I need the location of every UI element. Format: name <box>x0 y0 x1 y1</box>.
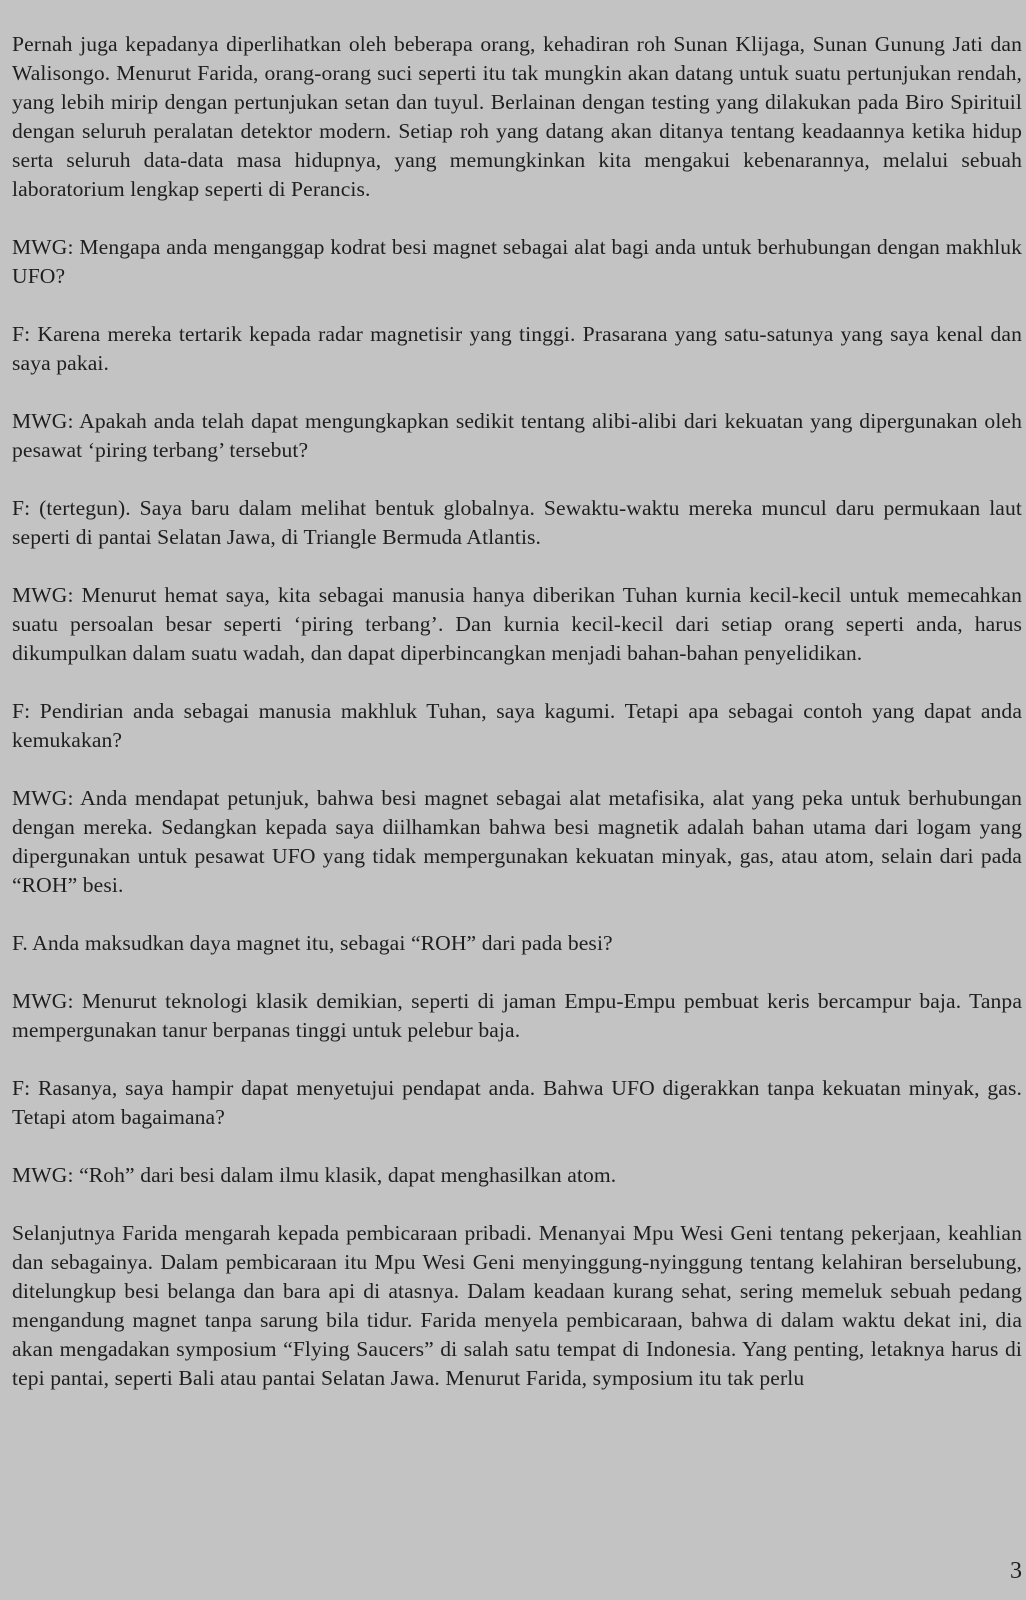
paragraph-f-question-roh: F. Anda maksudkan daya magnet itu, sebagai “ROH” dari pada besi? <box>12 931 613 955</box>
paragraph-gap <box>12 668 1022 697</box>
paragraph-mwg-opinion: MWG: Menurut hemat saya, kita sebagai manusia hanya diberikan Tuhan kurnia kecil-kecil untuk memecahkan suatu persoalan besar seperti ‘piring terbang’. Dan kurnia kecil-kecil dari setiap orang seperti anda, harus dikumpulkan dalam suatu wadah, dan dapat diperbincangkan menjadi bahan-bahan penyelidikan. <box>12 583 1022 665</box>
paragraph-gap <box>12 1045 1022 1074</box>
paragraph-f-answer-radar: F: Karena mereka tertarik kepada radar magnetisir yang tinggi. Prasarana yang satu-satunya yang saya kenal dan saya pakai. <box>12 322 1022 375</box>
paragraph-mwg-question-magnet: MWG: Mengapa anda menganggap kodrat besi magnet sebagai alat bagi anda untuk berhubungan dengan makhluk UFO? <box>12 235 1022 288</box>
paragraph-farida-personal-talk: Selanjutnya Farida mengarah kepada pembicaraan pribadi. Menanyai Mpu Wesi Geni tentang pekerjaan, keahlian dan sebagainya. Dalam pembicaraan itu Mpu Wesi Geni menyinggung-nyinggung tentang kelahiran berselubung, ditelungkup besi belanga dan bara api di atasnya. Dalam keadaan kurang sehat, sering memeluk sebuah pedang mengandung magnet tanpa sarung bila tidur. Farida menyela pembicaraan, bahwa di dalam waktu dekat ini, dia akan mengadakan symposium “Flying Saucers” di salah satu tempat di Indonesia. Yang penting, letaknya harus di tepi pantai, seperti Bali atau pantai Selatan Jawa. Menurut Farida, symposium itu tak perlu <box>12 1221 1022 1390</box>
paragraph-gap <box>12 291 1022 320</box>
page-number: 3 <box>1010 1558 1022 1584</box>
paragraph-gap <box>12 465 1022 494</box>
paragraph-f-question-example: F: Pendirian anda sebagai manusia makhluk Tuhan, saya kagumi. Tetapi apa sebagai contoh yang dapat anda kemukakan? <box>12 699 1022 752</box>
paragraph-gap <box>12 552 1022 581</box>
paragraph-gap <box>12 900 1022 929</box>
paragraph-mwg-magnet-metaphysics: MWG: Anda mendapat petunjuk, bahwa besi magnet sebagai alat metafisika, alat yang peka untuk berhubungan dengan mereka. Sedangkan kepada saya diilhamkan bahwa besi magnetik adalah bahan utama dari logam yang dipergunakan untuk pesawat UFO yang tidak mempergunakan kekuatan minyak, gas, atau atom, selain dari pada “ROH” besi. <box>12 786 1022 897</box>
paragraph-f-answer-global-shape: F: (tertegun). Saya baru dalam melihat bentuk globalnya. Sewaktu-waktu mereka muncul daru permukaan laut seperti di pantai Selatan Jawa, di Triangle Bermuda Atlantis. <box>12 496 1022 549</box>
paragraph-gap <box>12 755 1022 784</box>
document-page <box>12 30 1022 1393</box>
paragraph-gap <box>12 1132 1022 1161</box>
paragraph-gap <box>12 1190 1022 1219</box>
paragraph-farida-background: Pernah juga kepadanya diperlihatkan oleh beberapa orang, kehadiran roh Sunan Klijaga, Sunan Gunung Jati dan Walisongo. Menurut Farida, orang-orang suci seperti itu tak mungkin akan datang untuk suatu pertunjukan rendah, yang lebih mirip dengan pertunjukan setan dan tuyul. Berlainan dengan testing yang dilakukan pada Biro Spirituil dengan seluruh peralatan detektor modern. Setiap roh yang datang akan ditanya tentang keadaannya ketika hidup serta seluruh data-data masa hidupnya, yang memungkinkan kita mengakui kebenarannya, melalui sebuah laboratorium lengkap seperti di Perancis. <box>12 32 1022 201</box>
paragraph-mwg-classic-technology: MWG: Menurut teknologi klasik demikian, seperti di jaman Empu-Empu pembuat keris bercampur baja. Tanpa mempergunakan tanur berpanas tinggi untuk pelebur baja. <box>12 989 1022 1042</box>
paragraph-gap <box>12 958 1022 987</box>
paragraph-mwg-question-alibi: MWG: Apakah anda telah dapat mengungkapkan sedikit tentang alibi-alibi dari kekuatan yang dipergunakan oleh pesawat ‘piring terbang’ tersebut? <box>12 409 1022 462</box>
paragraph-gap <box>12 204 1022 233</box>
paragraph-f-agreement: F: Rasanya, saya hampir dapat menyetujui pendapat anda. Bahwa UFO digerakkan tanpa kekuatan minyak, gas. Tetapi atom bagaimana? <box>12 1076 1022 1129</box>
paragraph-mwg-roh-atom: MWG: “Roh” dari besi dalam ilmu klasik, dapat menghasilkan atom. <box>12 1163 617 1187</box>
paragraph-gap <box>12 378 1022 407</box>
